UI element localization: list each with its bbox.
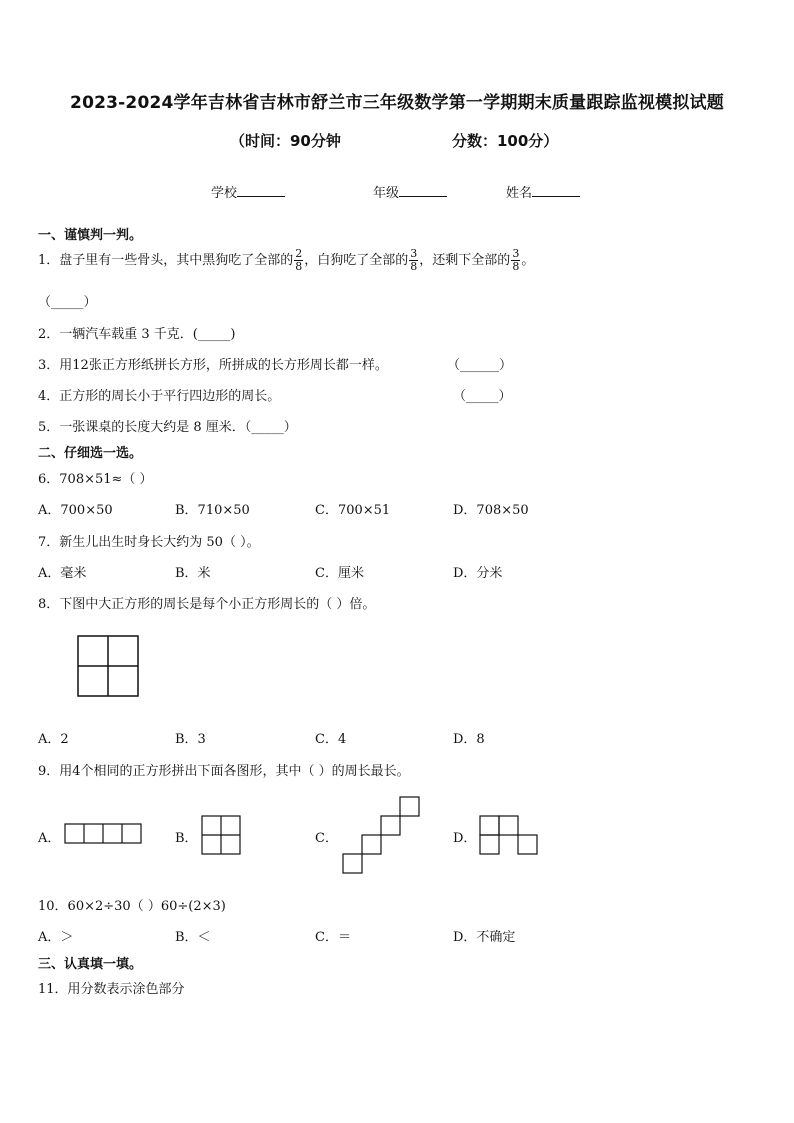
question-8: 8．下图中大正方形的周长是每个小正方形周长的（ ）倍。	[38, 597, 376, 612]
name-label: 姓名	[506, 186, 533, 201]
q10-option-b[interactable]: B．＜	[175, 930, 211, 945]
q8-figure-large-square	[77, 635, 139, 697]
question-7: 7．新生儿出生时身长大约为 50（ ）。	[38, 535, 260, 550]
section-2-heading: 二、仔细选一选。	[38, 446, 143, 461]
q1-text-b: ，白狗吃了全部的	[304, 253, 409, 268]
q7-option-c[interactable]: C．厘米	[315, 566, 364, 581]
question-4: 4．正方形的周长小于平行四边形的周长。	[38, 389, 281, 404]
q10-option-c[interactable]: C．＝	[315, 930, 351, 945]
fraction-2-8: $\frac{2}{8}$	[295, 247, 303, 273]
section-3-heading: 三、认真填一填。	[38, 957, 143, 972]
fraction-3-8-a: $\frac{3}{8}$	[410, 247, 418, 273]
name-blank[interactable]	[532, 184, 580, 197]
q9-figure-c-staircase	[342, 796, 420, 874]
question-10: 10．60×2÷30（ ）60÷(2×3)	[38, 899, 226, 914]
q8-option-b[interactable]: B．3	[175, 732, 206, 747]
question-9: 9．用4个相同的正方形拼出下面各图形，其中（ ）的周长最长。	[38, 764, 410, 779]
q3-answer-blank[interactable]: （______）	[447, 358, 513, 373]
exam-score: 分数：100分）	[452, 132, 559, 150]
q6-option-c[interactable]: C．700×51	[315, 503, 391, 518]
q10-option-a[interactable]: A．＞	[38, 930, 74, 945]
q7-option-d[interactable]: D．分米	[453, 566, 503, 581]
q9-figure-d-step-shape	[479, 815, 539, 855]
school-label: 学校	[211, 186, 238, 201]
q1-text-a: 1．盘子里有一些骨头，其中黑狗吃了全部的	[38, 253, 294, 268]
q8-option-d[interactable]: D．8	[453, 732, 485, 747]
page-title: 2023-2024学年吉林省吉林市舒兰市三年级数学第一学期期末质量跟踪监视模拟试题	[70, 93, 724, 113]
grade-label: 年级	[373, 186, 400, 201]
question-2: 2．一辆汽车载重 3 千克．(_____)	[38, 327, 236, 342]
question-1	[38, 248, 534, 273]
q9-option-b[interactable]: B．	[175, 831, 198, 846]
grade-field	[373, 182, 447, 201]
school-blank[interactable]	[237, 184, 285, 197]
question-11: 11．用分数表示涂色部分	[38, 982, 185, 997]
q6-option-d[interactable]: D．708×50	[453, 503, 529, 518]
q1-text-c: ，还剩下全部的	[419, 253, 511, 268]
name-field	[506, 182, 580, 201]
fraction-3-8-b: $\frac{3}{8}$	[512, 247, 520, 273]
question-5: 5．一张课桌的长度大约是 8 厘米．（_____）	[38, 420, 297, 435]
q10-option-d[interactable]: D．不确定	[453, 930, 516, 945]
q8-option-c[interactable]: C．4	[315, 732, 347, 747]
q7-option-a[interactable]: A．毫米	[38, 566, 87, 581]
q9-option-c[interactable]: C．	[315, 831, 338, 846]
q6-option-a[interactable]: A．700×50	[38, 503, 113, 518]
q4-answer-blank[interactable]: （_____）	[453, 389, 512, 404]
section-1-heading: 一、谨慎判一判。	[38, 228, 143, 243]
q1-answer-blank[interactable]: （_____）	[38, 295, 97, 310]
question-3: 3．用12张正方形纸拼长方形，所拼成的长方形周长都一样。	[38, 358, 388, 373]
q6-option-b[interactable]: B．710×50	[175, 503, 250, 518]
q8-option-a[interactable]: A．2	[38, 732, 69, 747]
q7-option-b[interactable]: B．米	[175, 566, 211, 581]
q9-option-a[interactable]: A．	[38, 831, 61, 846]
q9-figure-b-square-grid	[201, 815, 241, 855]
q1-text-d: 。	[521, 253, 535, 268]
grade-blank[interactable]	[399, 184, 447, 197]
q9-figure-a-row-of-squares	[64, 823, 142, 845]
question-6: 6．708×51≈（ ）	[38, 472, 153, 487]
q9-option-d[interactable]: D．	[453, 831, 477, 846]
exam-time: （时间：90分钟	[230, 132, 341, 150]
school-field	[211, 182, 285, 201]
